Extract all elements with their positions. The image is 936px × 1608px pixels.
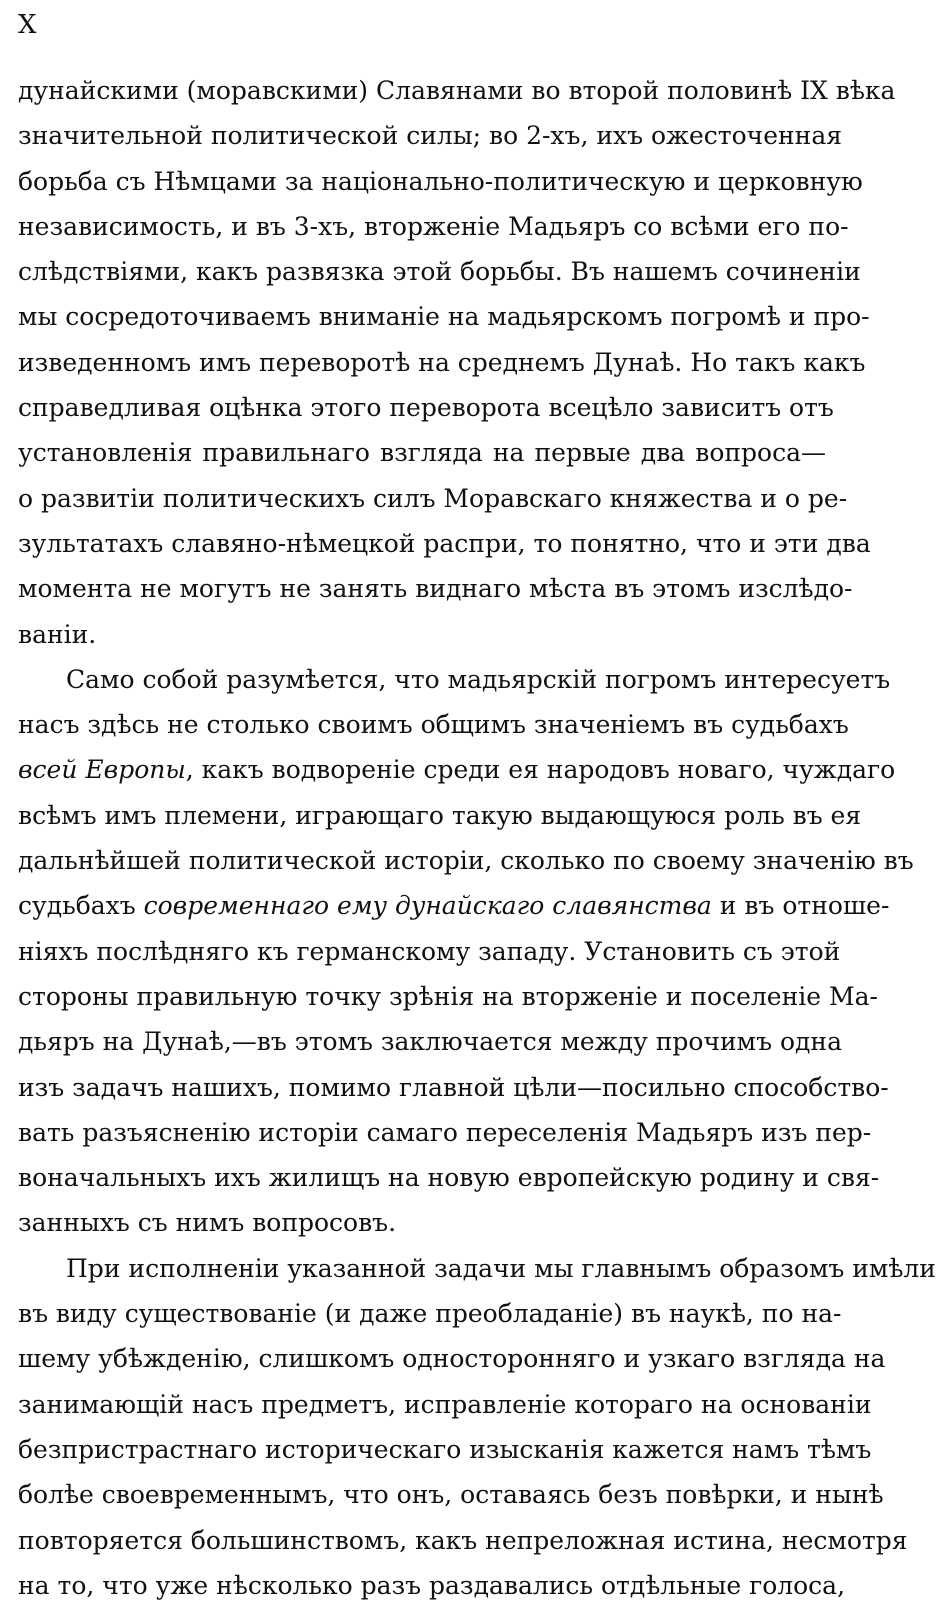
text-line: изведенномъ имъ переворотѣ на среднемъ Дунаѣ. Но такъ какъ bbox=[18, 347, 866, 377]
italic-phrase: всей Европы bbox=[18, 755, 186, 785]
text-line: на то, что уже нѣсколько разъ раздавались отдѣльные голоса, bbox=[18, 1570, 846, 1600]
text-line: ніяхъ послѣдняго къ германскому западу. Установить съ этой bbox=[18, 936, 841, 966]
text-line: установленія правильнаго взгляда на первые два вопроса— bbox=[18, 438, 826, 468]
text-line: болѣе своевременнымъ, что онъ, оставаясь безъ повѣрки, и нынѣ bbox=[18, 1480, 884, 1510]
page-number: X bbox=[18, 10, 37, 40]
italic-phrase: современнаго ему дунайскаго славянства bbox=[143, 891, 712, 921]
text-line: насъ здѣсь не столько своимъ общимъ значеніемъ въ судьбахъ bbox=[18, 710, 849, 740]
text-line: ваніи. bbox=[18, 619, 97, 649]
text-line: дальнѣйшей политической исторіи, сколько по своему значенію въ bbox=[18, 846, 914, 876]
text-line: дунайскими (моравскими) Славянами во второй половинѣ IX вѣка bbox=[18, 76, 896, 105]
text-line: о развитіи политическихъ силъ Моравскаго княжества и о ре- bbox=[18, 483, 848, 513]
text-line: шему убѣжденію, слишкомъ односторонняго и узкаго взгляда на bbox=[18, 1344, 886, 1374]
text-line: безпристрастнаго историческаго изысканія кажется намъ тѣмъ bbox=[18, 1434, 872, 1464]
text-line: всѣмъ имъ племени, играющаго такую выдающуюся роль въ ея bbox=[18, 800, 862, 830]
text-run: судьбахъ bbox=[18, 891, 144, 921]
text-line: занимающій насъ предметъ, исправленіе котораго на основаніи bbox=[18, 1389, 872, 1419]
text-line bbox=[18, 747, 896, 792]
text-line: воначальныхъ ихъ жилищъ на новую европейскую родину и свя- bbox=[18, 1163, 880, 1193]
text-line: борьба съ Нѣмцами за національно-политическую и церковную bbox=[18, 166, 863, 196]
text-line: При исполненіи указанной задачи мы главнымъ образомъ имѣли bbox=[66, 1253, 936, 1283]
text-line: независимость, и въ 3-хъ, вторженіе Мадьяръ со всѣми его по- bbox=[18, 211, 849, 241]
text-line: въ виду существованіе (и даже преобладаніе) въ наукѣ, по на- bbox=[18, 1299, 842, 1329]
text-line: момента не могутъ не занять виднаго мѣста въ этомъ изслѣдо- bbox=[18, 574, 853, 604]
text-line: зультатахъ славяно-нѣмецкой распри, то понятно, что и эти два bbox=[18, 528, 871, 558]
text-line: слѣдствіями, какъ развязка этой борьбы. Въ нашемъ сочиненіи bbox=[18, 257, 861, 287]
text-line: значительной политической силы; во 2-хъ, ихъ ожесточенная bbox=[18, 121, 842, 151]
body-text bbox=[18, 68, 936, 1608]
text-run: и въ отноше- bbox=[711, 891, 890, 921]
text-line: вать разъясненію исторіи самаго переселенія Мадьяръ изъ пер- bbox=[18, 1117, 872, 1147]
text-run: , какъ водвореніе среди ея народовъ новаго, чуждаго bbox=[185, 755, 896, 785]
text-line: повторяется большинствомъ, какъ непреложная истина, несмотря bbox=[18, 1525, 908, 1555]
text-line: дьяръ на Дунаѣ,—въ этомъ заключается между прочимъ одна bbox=[18, 1027, 842, 1057]
text-line: изъ задачъ нашихъ, помимо главной цѣли—посильно способство- bbox=[18, 1072, 889, 1102]
text-line: стороны правильную точку зрѣнія на вторженіе и поселеніе Ма- bbox=[18, 981, 878, 1011]
text-line: мы сосредоточиваемъ вниманіе на мадьярскомъ погромѣ и про- bbox=[18, 302, 870, 332]
text-line bbox=[18, 883, 890, 928]
text-line: Само собой разумѣется, что мадьярскій погромъ интересуетъ bbox=[66, 664, 891, 694]
text-line: занныхъ съ нимъ вопросовъ. bbox=[18, 1208, 397, 1238]
text-line: справедливая оцѣнка этого переворота всецѣло зависитъ отъ bbox=[18, 393, 834, 423]
